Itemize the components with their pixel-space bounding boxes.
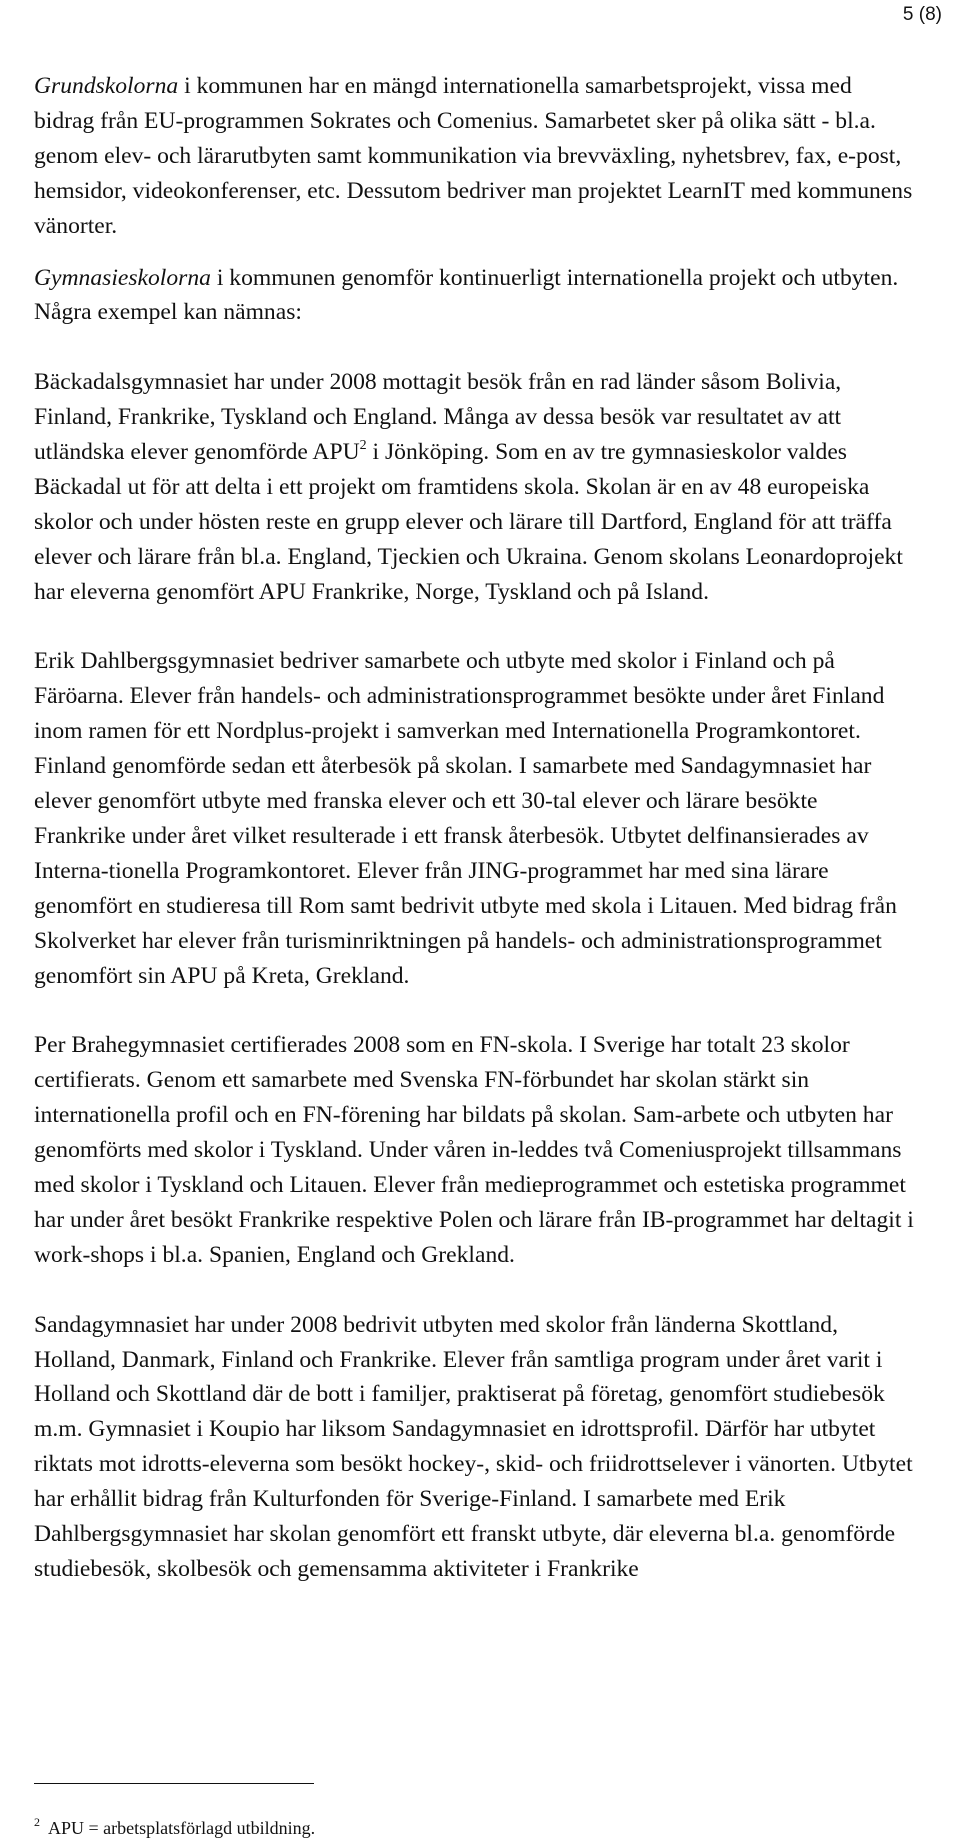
- italic-term-grundskolorna: Grundskolorna: [34, 73, 179, 99]
- italic-term-gymnasieskolorna: Gymnasieskolorna: [34, 264, 211, 291]
- footnote-reference: 2: [359, 438, 367, 454]
- paragraph-backadalsgymnasiet: [34, 365, 914, 609]
- document-body: [34, 69, 914, 1622]
- paragraph-text: Bäckadalsgymnasiet har under 2008 mottagit besök från en rad länder såsom Bolivia, Finland, Frankrike, Tyskland och England. Många av dessa besök var resultatet av att utländska elever genomförde APU: [34, 369, 842, 466]
- footnote-text: APU = arbetsplatsförlagd utbildning.: [48, 1818, 316, 1838]
- page-number: 5 (8): [902, 4, 942, 25]
- footnote: [34, 1817, 315, 1839]
- paragraph-per-brahegymnasiet: Per Brahegymnasiet certifierades 2008 som en FN-skola. I Sverige har totalt 23 skolor certifierats. Genom ett samarbete med Svenska FN-förbundet har skolan stärkt sin internationella profil och en FN-förening har bildats på skolan. Sam-arbete och utbyten har genomförts med skolor i Tyskland. Under våren in-leddes två Comeniusprojekt tillsammans med skolor i Tyskland och Litauen. Elever från medieprogrammet och estetiska programmet har under året besökt Frankrike respektive Polen och lärare från IB-programmet har deltagit i work-shops i bl.a. Spanien, England och Grekland.: [34, 1032, 914, 1268]
- paragraph-text: i Jönköping. Som en av tre gymnasieskolor valdes Bäckadal ut för att delta i ett projekt om framtidens skola. Skolan är en av 48 europeiska skolor och under hösten reste en grupp elever och lärare till Dartford, England för att träffa elever och lärare från bl.a. England, Tjeckien och Ukraina. Genom skolans Leonardoprojekt har eleverna genomfört APU Frankrike, Norge, Tyskland och på Island.: [34, 439, 903, 605]
- paragraph-text: i kommunen genomför kontinuerligt internationella projekt och utbyten. Några exempel kan nämnas:: [34, 264, 899, 326]
- footnote-marker: 2: [34, 1815, 40, 1829]
- paragraph-text: i kommunen har en mängd internationella samarbetsprojekt, vissa med bidrag från EU-programmen Sokrates och Comenius. Samarbetet sker på olika sätt - bl.a. genom elev- och lärarutbyten samt kommunikation via brevväxling, nyhetsbrev, fax, e-post, hemsidor, videokonferenser, etc. Dessutom bedriver man projektet LearnIT med kommunens vänorter.: [34, 73, 913, 239]
- paragraph-sandagymnasiet: Sandagymnasiet har under 2008 bedrivit utbyten med skolor från länderna Skottland, Holland, Danmark, Finland och Frankrike. Elever från samtliga program under året varit i Holland och Skottland där de bott i familjer, praktiserat på företag, genomfört studiebesök m.m. Gymnasiet i Koupio har liksom Sandagymnasiet en idrottsprofil. Därför har utbytet riktats mot idrotts-eleverna som besökt hockey-, skid- och friidrottselever i vänorten. Utbytet har erhållit bidrag från Kulturfonden för Sverige-Finland. I samarbete med Erik Dahlbergsgymnasiet har skolan genomfört ett franskt utbyte, där eleverna bl.a. genomförde studiebesök, skolbesök och gemensamma aktiviteter i Frankrike: [34, 1311, 913, 1582]
- footnote-separator: [34, 1783, 314, 1784]
- paragraph-grundskolorna: [34, 69, 914, 244]
- paragraph-erik-dahlbergsgymnasiet: Erik Dahlbergsgymnasiet bedriver samarbete och utbyte med skolor i Finland och på Färöarna. Elever från handels- och administrationsprogrammet besökte under året Finland inom ramen för ett Nordplus-projekt i samverkan med Internationella Programkontoret. Finland genomförde sedan ett återbesök på skolan. I samarbete med Sandagymnasiet har elever genomfört utbyte med franska elever och ett 30-tal elever och lärare besökte Frankrike under året vilket resulterade i ett fransk återbesök. Utbytet delfinansierades av Interna-tionella Programkontoret. Elever från JING-programmet har med sina lärare genomfört en studieresa till Rom samt bedrivit utbyte med skola i Litauen. Med bidrag från Skolverket har elever från turisminriktningen på handels- och administrationsprogrammet genomfört sin APU på Kreta, Grekland.: [34, 648, 897, 989]
- paragraph-gymnasieskolorna: [34, 261, 914, 331]
